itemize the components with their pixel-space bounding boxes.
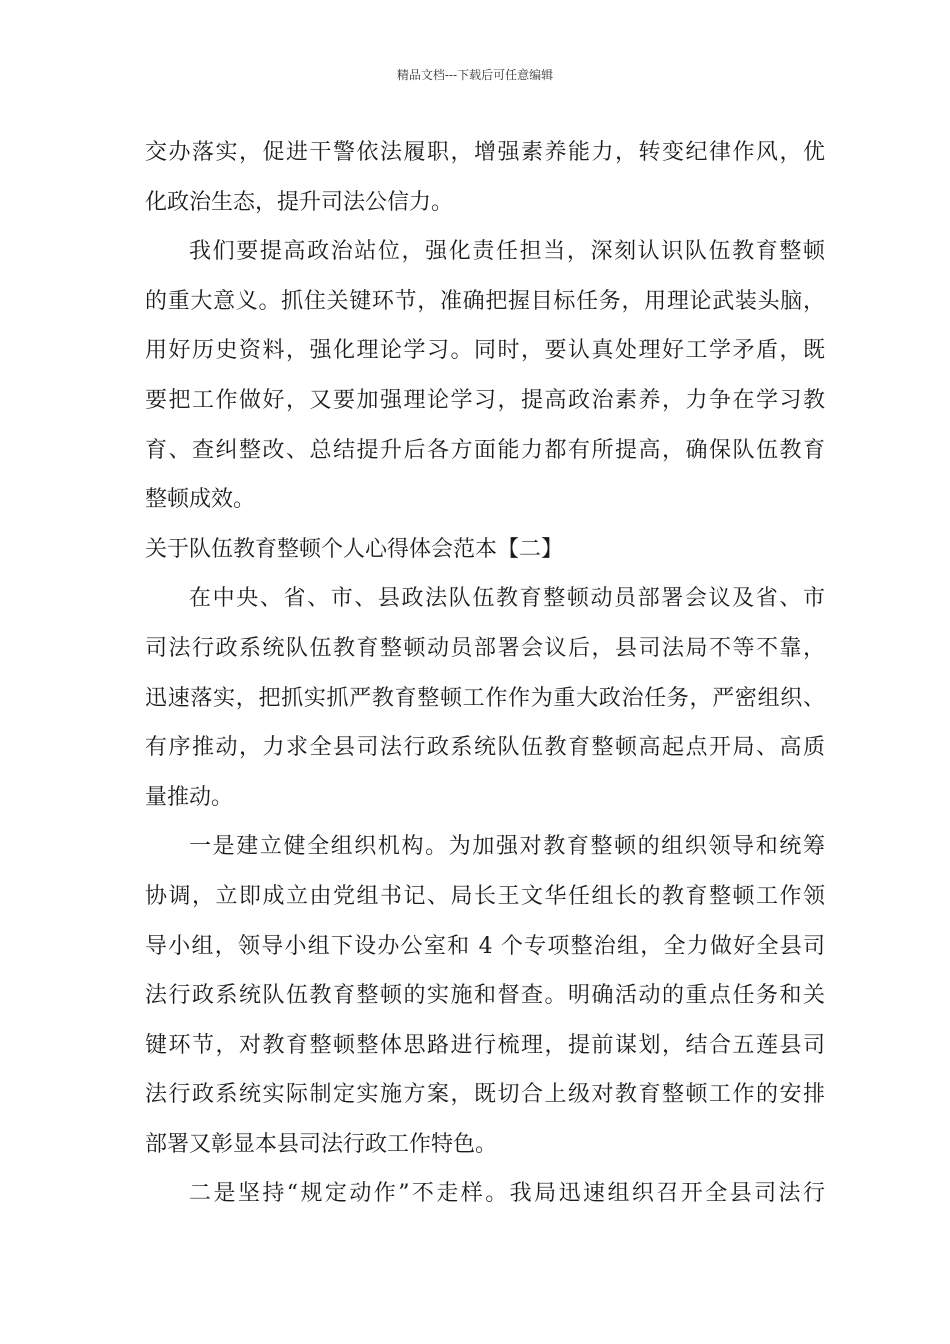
text-line: 化政治生态，提升司法公信力。 xyxy=(145,189,454,215)
text-line: 用好历史资料，强化理论学习。同时，要认真处理好工学矛盾，既 xyxy=(145,338,825,364)
section-heading: 关于队伍教育整顿个人心得体会范本【二】 xyxy=(145,536,564,562)
text-line: 量推动。 xyxy=(145,784,234,810)
text-line: 整顿成效。 xyxy=(145,487,256,513)
text-line: 导小组，领导小组下设办公室和 4 个专项整治组，全力做好全县司 xyxy=(145,933,825,959)
text-line: 迅速落实，把抓实抓严教育整顿工作作为重大政治任务，严密组织、 xyxy=(145,685,825,711)
text-line: 有序推动，力求全县司法行政系统队伍教育整顿高起点开局、高质 xyxy=(145,735,825,761)
text-line: 协调，立即成立由党组书记、局长王文华任组长的教育整顿工作领 xyxy=(145,883,825,909)
text-line: 的重大意义。抓住关键环节，准确把握目标任务，用理论武装头脑， xyxy=(145,288,825,314)
text-line: 交办落实，促进干警依法履职，增强素养能力，转变纪律作风，优 xyxy=(145,140,825,165)
document-body xyxy=(145,128,825,1219)
paragraph-start: 二是坚持“规定动作”不走样。我局迅速组织召开全县司法行 xyxy=(189,1181,825,1207)
page-header: 精品文档---下载后可任意编辑 xyxy=(396,68,554,82)
text-line: 法行政系统实际制定实施方案，既切合上级对教育整顿工作的安排 xyxy=(145,1082,825,1108)
paragraph-start: 在中央、省、市、县政法队伍教育整顿动员部署会议及省、市 xyxy=(189,586,825,612)
text-line: 司法行政系统队伍教育整顿动员部署会议后，县司法局不等不靠， xyxy=(145,635,825,661)
text-line: 法行政系统队伍教育整顿的实施和督查。明确活动的重点任务和关 xyxy=(145,983,825,1009)
text-line: 育、查纠整改、总结提升后各方面能力都有所提高，确保队伍教育 xyxy=(145,437,825,463)
text-line: 键环节，对教育整顿整体思路进行梳理，提前谋划，结合五莲县司 xyxy=(145,1032,825,1058)
text-line: 部署又彰显本县司法行政工作特色。 xyxy=(145,1131,498,1157)
text-line: 要把工作做好，又要加强理论学习，提高政治素养，力争在学习教 xyxy=(145,387,825,413)
paragraph-start: 一是建立健全组织机构。为加强对教育整顿的组织领导和统筹 xyxy=(189,834,825,860)
paragraph-start: 我们要提高政治站位，强化责任担当，深刻认识队伍教育整顿 xyxy=(189,239,825,265)
